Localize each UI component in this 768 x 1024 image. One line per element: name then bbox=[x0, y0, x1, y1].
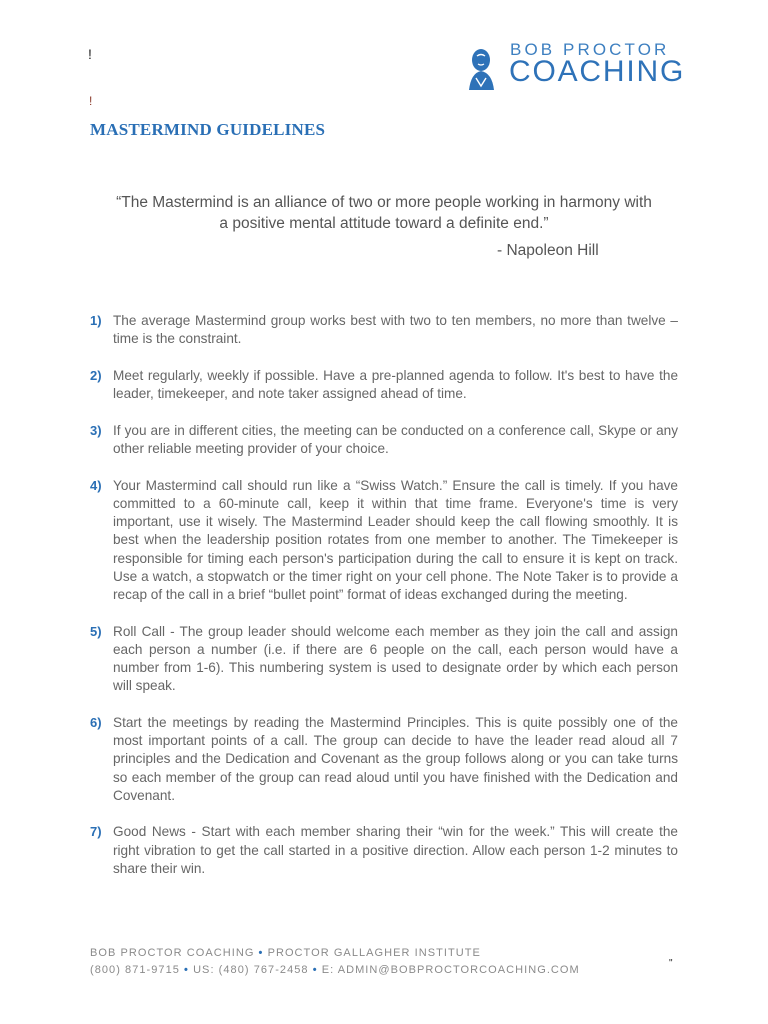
footer-contact bbox=[90, 962, 690, 979]
list-item bbox=[90, 823, 678, 878]
list-item bbox=[90, 367, 678, 403]
page-mark-bottom: " bbox=[669, 958, 673, 969]
list-item bbox=[90, 477, 678, 604]
list-item-number: 5) bbox=[90, 623, 102, 639]
list-item-text: Your Mastermind call should run like a “Swiss Watch.” Ensure the call is timely. If you have committed to a 60-minute call, keep it within that time frame. Everyone's time is very important, use it wisely. The Mastermind Leader should keep the call flowing smoothly. It is best when the leadership position rotates from one member to another. The Timekeeper is responsible for timing each person's participation during the call to ensure it is kept on track. Use a watch, a stopwatch or the timer right on your cell phone. The Note Taker is to provide a recap of the call in a brief “bullet point” format of ideas exchanged during the meeting. bbox=[113, 477, 678, 602]
list-item-text: The average Mastermind group works best with two to ten members, no more than twelve – time is the constraint. bbox=[113, 313, 678, 347]
footer-org-institute: PROCTOR GALLAGHER INSTITUTE bbox=[267, 947, 481, 959]
list-item-number: 7) bbox=[90, 824, 102, 840]
list-item-text: If you are in different cities, the meeting can be conducted on a conference call, Skype or any other reliable meeting provider of your choice. bbox=[113, 422, 678, 457]
footer-organizations bbox=[90, 945, 690, 962]
quote-author: - Napoleon Hill bbox=[497, 242, 599, 259]
footer-org-coaching: BOB PROCTOR COACHING bbox=[90, 947, 255, 959]
footer-phone-us: US: (480) 767-2458 bbox=[193, 964, 309, 976]
footer-email: E: ADMIN@BOBPROCTORCOACHING.COM bbox=[321, 964, 580, 976]
list-item-number: 4) bbox=[90, 477, 102, 493]
guidelines-list bbox=[90, 312, 678, 897]
list-item bbox=[90, 422, 678, 458]
document-title: MASTERMIND GUIDELINES bbox=[90, 120, 326, 139]
list-item-text: Good News - Start with each member sharing their “win for the week.” This will create the right vibration to get the call started in a positive direction. Allow each person 1-2 minutes to share their win. bbox=[113, 824, 678, 876]
list-item-number: 1) bbox=[90, 313, 102, 328]
footer-separator: • bbox=[184, 964, 189, 976]
list-item bbox=[90, 623, 678, 696]
globe-portrait-icon bbox=[452, 40, 502, 92]
footer-separator: • bbox=[312, 964, 318, 976]
page-mark-secondary: ! bbox=[89, 94, 93, 108]
page-footer bbox=[90, 945, 690, 979]
list-item-number: 3) bbox=[90, 422, 102, 438]
list-item-number: 6) bbox=[90, 714, 102, 730]
list-item-number: 2) bbox=[90, 367, 102, 383]
list-item bbox=[90, 714, 678, 805]
quote-text: “The Mastermind is an alliance of two or more people working in harmony with a positive mental attitude toward a definite end.” bbox=[116, 194, 652, 232]
list-item-text: Meet regularly, weekly if possible. Have a pre-planned agenda to follow. It's best to have the leader, timekeeper, and note taker assigned ahead of time. bbox=[113, 367, 678, 402]
list-item-text: Start the meetings by reading the Mastermind Principles. This is quite possibly one of the most important points of a call. The group can decide to have the leader read aloud all 7 principles and the Dedication and Covenant as the group follows along or you can take turns so each member of the group can read aloud until you have finished with the Dedication and Covenant. bbox=[113, 714, 678, 803]
logo-name: BOB PROCTOR bbox=[510, 40, 670, 59]
footer-separator: • bbox=[258, 947, 264, 959]
list-item-text: Roll Call - The group leader should welcome each member as they join the call and assign each person a number (i.e. if there are 6 people on the call, each person would have a number from 1-6). This numbering system is used to designate order by which each person will speak. bbox=[113, 623, 678, 694]
brand-logo bbox=[452, 40, 686, 92]
logo-coaching: COACHING bbox=[509, 55, 686, 88]
page-mark-top: ! bbox=[88, 46, 92, 62]
footer-phone-tollfree: (800) 871-9715 bbox=[90, 964, 180, 976]
list-item bbox=[90, 312, 678, 348]
